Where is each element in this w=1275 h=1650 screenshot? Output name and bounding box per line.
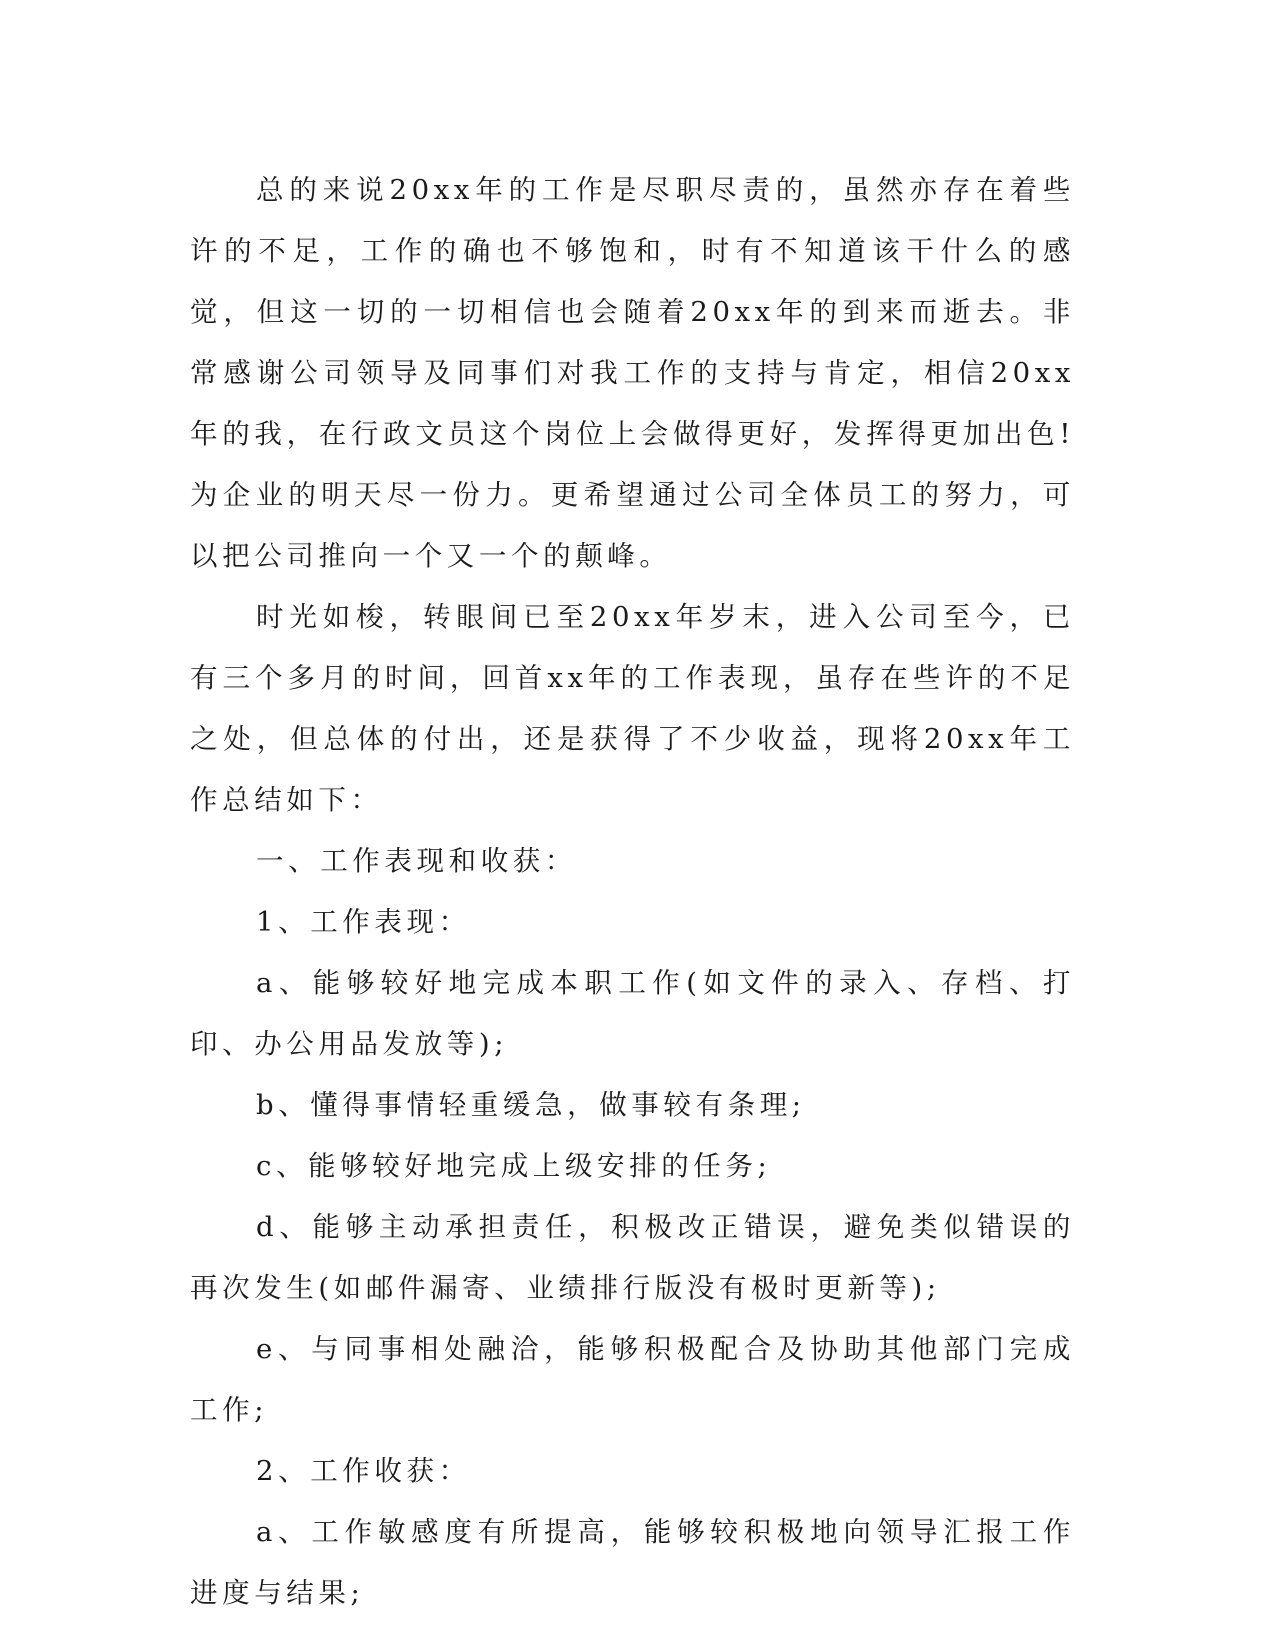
paragraph-intro: 时光如梭，转眼间已至20xx年岁末，进入公司至今，已有三个多月的时间，回首xx年的工作表现，虽存在些许的不足之处，但总体的付出，还是获得了不少收益，现将20xx年工作总结如下： [190, 601, 1075, 816]
subsection-heading-gains: 2、工作收获： [256, 1455, 471, 1487]
gains-item-a: a、工作敏感度有所提高，能够较积极地向领导汇报工作进度与结果; [190, 1516, 1075, 1609]
list-item-a: a、能够较好地完成本职工作(如文件的录入、存档、打印、办公用品发放等); [190, 967, 1075, 1060]
paragraph-summary: 总的来说20xx年的工作是尽职尽责的，虽然亦存在着些许的不足，工作的确也不够饱和，时有不知道该干什么的感觉，但这一切的一切相信也会随着20xx年的到来而逝去。非常感谢公司领导及同事们对我工作的支持与肯定，相信20xx年的我，在行政文员这个岗位上会做得更好，发挥得更加出色!为企业的明天尽一份力。更希望通过公司全体员工的努力，可以把公司推向一个又一个的颠峰。 [190, 174, 1075, 572]
list-item-b: b、懂得事情轻重缓急，做事较有条理; [256, 1089, 806, 1121]
list-item-d: d、能够主动承担责任，积极改正错误，避免类似错误的再次发生(如邮件漏寄、业绩排行版没有极时更新等); [190, 1211, 1075, 1304]
list-item-e: e、与同事相处融洽，能够积极配合及协助其他部门完成工作; [190, 1333, 1075, 1426]
document-body [190, 160, 1075, 1624]
section-heading-performance: 一、工作表现和收获： [256, 845, 577, 877]
list-item-c: c、能够较好地完成上级安排的任务; [256, 1150, 772, 1182]
subsection-heading-performance: 1、工作表现： [256, 906, 471, 938]
